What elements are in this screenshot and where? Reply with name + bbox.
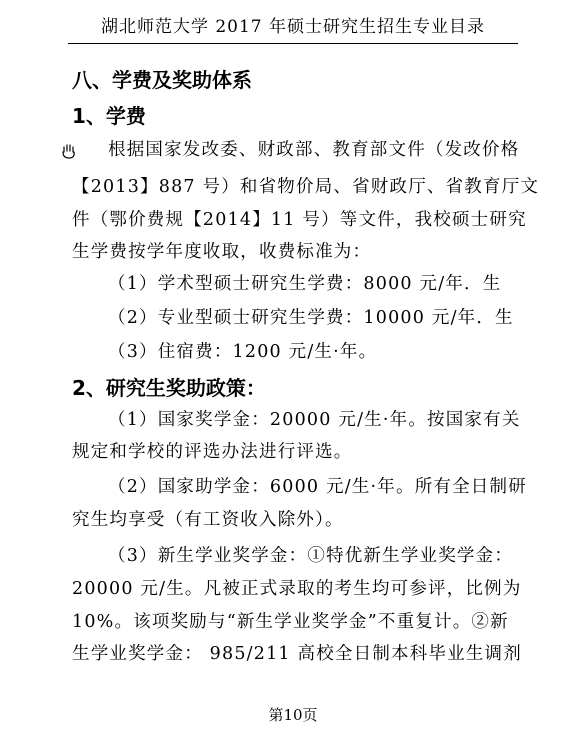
tuition-item-professional: （2）专业型硕士研究生学费：10000 元/年．生 (108, 308, 514, 328)
tuition-paragraph-line: 件（鄂价费规【2014】11 号）等文件，我校硕士研究 (72, 210, 527, 230)
tuition-paragraph-line: 【2013】887 号）和省物价局、省财政厅、省教育厅文 (72, 177, 540, 197)
document-header: 湖北师范大学 2017 年硕士研究生招生专业目录 (100, 17, 486, 37)
subsection-aid-title: 2、研究生奖助政策： (72, 376, 266, 400)
header-rule (68, 43, 518, 44)
tuition-item-accommodation: （3）住宿费：1200 元/生·年。 (108, 342, 378, 362)
subsection-tuition-title: 1、学费 (72, 104, 146, 128)
tuition-item-academic: （1）学术型硕士研究生学费：8000 元/年．生 (108, 274, 502, 294)
aid-paragraph-line: （2）国家助学金：6000 元/生·年。所有全日制研 (108, 477, 527, 497)
aid-paragraph-line: 生学业奖学金： 985/211 高校全日制本科毕业生调剂 (72, 644, 522, 664)
aid-paragraph-line: （3）新生学业奖学金：①特优新生学业奖学金： (108, 546, 514, 566)
hand-cursor-icon (60, 142, 78, 160)
page-number: 第10页 (268, 706, 318, 724)
section-title: 八、学费及奖助体系 (72, 68, 252, 92)
aid-paragraph-line: 究生均享受（有工资收入除外）。 (72, 510, 344, 530)
aid-paragraph-line: （1）国家奖学金：20000 元/生·年。按国家有关 (108, 410, 521, 430)
aid-paragraph-line: 20000 元/生。凡被正式录取的考生均可参评，比例为 (72, 579, 522, 599)
tuition-paragraph-line: 根据国家发改委、财政部、教育部文件（发改价格 (108, 140, 520, 160)
aid-paragraph-line: 10%。该项奖励与“新生学业奖学金”不重复计。②新 (72, 612, 509, 632)
aid-paragraph-line: 规定和学校的评选办法进行评选。 (72, 442, 353, 462)
tuition-paragraph-line: 生学费按学年度收取，收费标准为： (72, 242, 372, 262)
